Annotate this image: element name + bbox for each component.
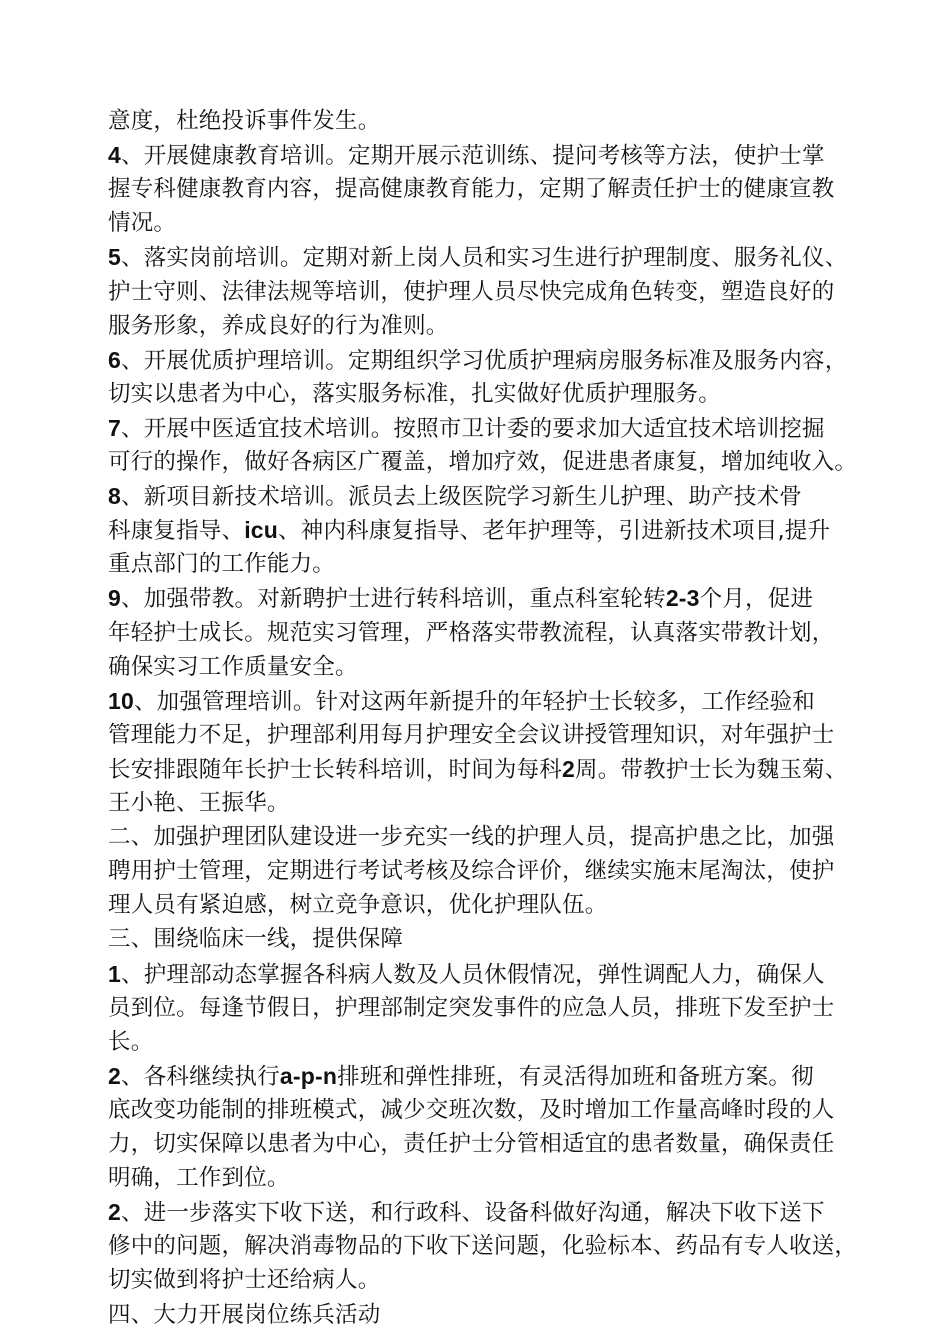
text-segment: 管理能力不足，护理部利用每月护理安全会议讲授管理知识，对年强护士 [108, 721, 835, 748]
number-segment: 6 [108, 346, 121, 373]
text-segment: 、加强管理培训。针对这两年新提升的年轻护士长较多，工作经验和 [133, 688, 815, 715]
number-segment: 4 [108, 142, 121, 169]
text-segment: 明确，工作到位。 [108, 1165, 290, 1192]
text-line [108, 650, 358, 684]
text-segment: 科康复指导、 [108, 518, 245, 545]
text-line [108, 1127, 834, 1161]
text-line [108, 309, 449, 343]
number-segment: 2 [108, 1062, 121, 1089]
text-line [108, 1298, 380, 1332]
text-line [108, 138, 825, 172]
text-line [108, 888, 607, 922]
text-segment: 情况。 [108, 210, 177, 237]
text-line [108, 445, 857, 479]
text-line [108, 275, 834, 309]
text-segment: 服务形象，养成良好的行为准则。 [108, 312, 449, 339]
text-line [108, 547, 335, 581]
text-segment: 力，切实保障以患者为中心，责任护士分管相适宜的患者数量，确保责任 [108, 1131, 835, 1157]
text-segment: 可行的操作，做好各病区广覆盖，增加疗效，促进患者康复，增加纯收入。 [108, 449, 858, 475]
text-line [108, 1093, 834, 1127]
text-segment: 长。 [108, 1028, 154, 1055]
text-line [108, 581, 813, 615]
number-segment: a-p-n [279, 1062, 338, 1089]
text-line [108, 957, 825, 991]
text-segment: 、各科继续执行 [121, 1063, 280, 1090]
text-line [108, 1059, 814, 1093]
text-line [108, 922, 403, 956]
text-segment: 个月，促进 [699, 586, 814, 613]
text-segment: 底改变功能制的排班模式，减少交班次数，及时增加工作量高峰时段的人 [108, 1096, 835, 1123]
text-segment: 二、加强护理团队建设进一步充实一线的护理人员，提高护患之比，加强 [108, 824, 835, 851]
text-segment: 、开展健康教育培训。定期开展示范训练、提问考核等方法，使护士掌 [121, 143, 825, 170]
text-segment: 排班和弹性排班，有灵活得加班和备班方案。彻 [337, 1063, 814, 1090]
text-segment: 年轻护士成长。规范实习管理，严格落实带教流程，认真落实带教计划， [108, 619, 835, 646]
text-segment: 重点部门的工作能力。 [108, 551, 336, 578]
text-line [108, 343, 847, 377]
text-line [108, 1195, 825, 1229]
text-segment: 、神内科康复指导、老年护理等，引进新技术项目,提升 [278, 518, 831, 545]
text-line [108, 411, 825, 445]
text-segment: 、落实岗前培训。定期对新上岗人员和实习生进行护理制度、服务礼仪、 [121, 245, 848, 272]
text-line [108, 104, 380, 138]
number-segment: 2 [562, 755, 576, 782]
number-segment: 2-3 [665, 585, 700, 612]
text-segment: 、进一步落实下收下送，和行政科、设备科做好沟通，解决下收下送下 [121, 1200, 825, 1227]
number-segment: 8 [108, 483, 121, 510]
number-segment: 1 [108, 960, 121, 987]
text-line [108, 752, 847, 786]
number-segment: 2 [108, 1199, 121, 1226]
text-segment: 护士守则、法律法规等培训，使护理人员尽快完成角色转变，塑造良好的 [108, 278, 835, 305]
text-segment: 聘用护士管理，定期进行考试考核及综合评价，继续实施末尾淘汰，使护 [108, 858, 835, 885]
number-segment: 10 [108, 687, 134, 714]
text-line [108, 479, 802, 513]
text-line [108, 786, 290, 820]
text-line [108, 513, 830, 547]
text-segment: 握专科健康教育内容，提高健康教育能力，定期了解责任护士的健康宣教 [108, 176, 835, 203]
text-segment: 员到位。每逢节假日，护理部制定突发事件的应急人员，排班下发至护士 [108, 994, 835, 1021]
text-line [108, 820, 834, 854]
text-segment: 王小艳、王振华。 [108, 790, 290, 816]
text-line [108, 616, 834, 650]
text-line [108, 991, 834, 1025]
text-line [108, 1229, 857, 1263]
text-segment: 理人员有紧迫感，树立竞争意识，优化护理队伍。 [108, 892, 608, 919]
text-line [108, 1025, 153, 1059]
text-segment: 切实以患者为中心，落实服务标准，扎实做好优质护理服务。 [108, 380, 721, 407]
text-segment: 、开展中医适宜技术培训。按照市卫计委的要求加大适宜技术培训挖掘 [121, 415, 825, 442]
text-line [108, 854, 834, 888]
text-line [108, 172, 834, 206]
text-segment: 切实做到将护士还给病人。 [108, 1267, 381, 1294]
text-line [108, 1263, 380, 1297]
text-line [108, 206, 176, 240]
text-segment: 四、大力开展岗位练兵活动 [108, 1301, 381, 1328]
text-segment: 、加强带教。对新聘护士进行转科培训，重点科室轮转 [121, 586, 666, 613]
number-segment: 7 [108, 414, 121, 441]
number-segment: 9 [108, 585, 121, 612]
text-segment: 周。带教护士长为魏玉菊、 [575, 756, 848, 783]
text-segment: 意度，杜绝投诉事件发生。 [108, 108, 381, 134]
text-segment: 三、围绕临床一线，提供保障 [108, 926, 404, 953]
number-segment: icu [244, 517, 279, 544]
number-segment: 5 [108, 244, 121, 271]
text-segment: 长安排跟随年长护士长转科培训，时间为每科 [108, 756, 563, 783]
text-segment: 、开展优质护理培训。定期组织学习优质护理病房服务标准及服务内容， [121, 347, 848, 374]
text-line [108, 718, 834, 752]
text-segment: 、护理部动态掌握各科病人数及人员休假情况，弹性调配人力，确保人 [121, 961, 825, 988]
text-line [108, 240, 847, 274]
text-segment: 确保实习工作质量安全。 [108, 653, 358, 680]
text-line [108, 684, 815, 718]
text-segment: 修中的问题，解决消毒物品的下收下送问题，化验标本、药品有专人收送， [108, 1233, 858, 1260]
text-segment: 、新项目新技术培训。派员去上级医院学习新生儿护理、助产技术骨 [121, 484, 803, 511]
text-line [108, 1161, 290, 1195]
text-line [108, 377, 721, 411]
